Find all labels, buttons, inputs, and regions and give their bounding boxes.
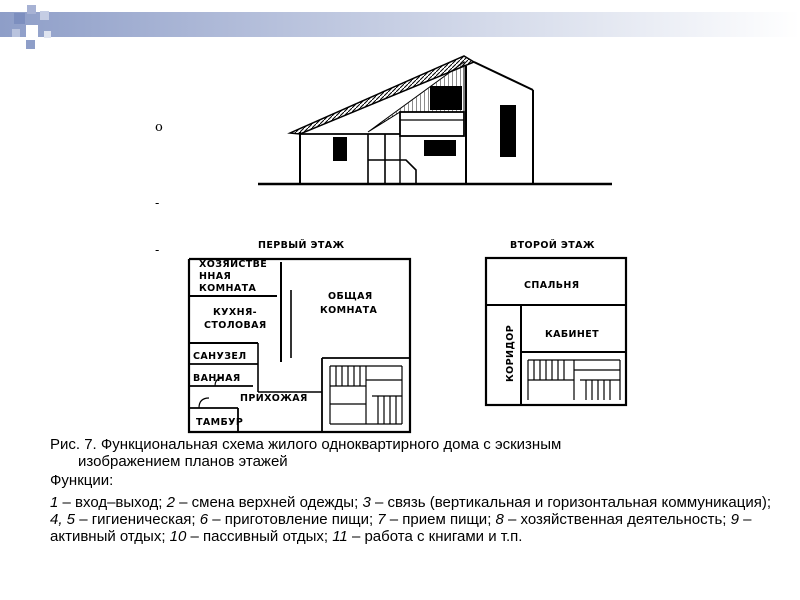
function-2-number: 2 — [166, 494, 175, 511]
function-2-text: – смена верхней одежды; — [174, 494, 363, 511]
room-kitchen-line1: КУХНЯ- — [213, 307, 258, 318]
room-hall: ПРИХОЖАЯ — [240, 393, 308, 404]
side-mark-3: - — [155, 243, 160, 257]
room-living-line2: КОМНАТА — [320, 305, 378, 316]
function-1-text: – вход–выход; — [58, 494, 167, 511]
functions-heading: Функции: — [50, 472, 114, 489]
figure-caption-line2: изображением планов этажей — [78, 453, 288, 470]
figure-caption-line1: Рис. 7. Функциональная схема жилого одноквартирного дома с эскизным — [50, 436, 562, 453]
function-10-number: 11 — [332, 528, 348, 545]
function-3-number: 3 — [362, 494, 371, 511]
function-4-number: 4, 5 — [50, 511, 76, 528]
function-6-text: – прием пищи; — [385, 511, 496, 528]
function-5-number: 6 — [199, 511, 209, 528]
function-6-number: 7 — [377, 511, 386, 528]
functions-list — [50, 494, 780, 545]
room-utility-line1: ХОЗЯЙСТВЕ — [199, 259, 268, 270]
function-7-number: 8 — [495, 511, 504, 528]
function-7-text: – хозяйственная деятельность; — [503, 511, 731, 528]
room-wc: САНУЗЕЛ — [193, 351, 247, 362]
function-9-number: 10 — [169, 528, 187, 545]
room-utility-line2: ННАЯ — [199, 271, 232, 282]
room-living-line1: ОБЩАЯ — [328, 291, 373, 302]
room-corridor: КОРИДОР — [505, 324, 516, 382]
room-kitchen-line2: СТОЛОВАЯ — [204, 320, 267, 331]
function-8-text: – активный отдых; — [50, 511, 752, 545]
function-1-number: 1 — [50, 494, 59, 511]
room-utility-line3: КОМНАТА — [199, 283, 257, 294]
room-study: КАБИНЕТ — [545, 329, 600, 340]
house-facade — [258, 56, 612, 184]
figure-caption — [50, 436, 770, 470]
function-4-text: – гигиеническая; — [75, 511, 200, 528]
function-3-text: – связь (вертикальная и горизонтальная коммуникация); — [370, 494, 771, 511]
function-5-text: – приготовление пищи; — [208, 511, 378, 528]
side-mark-2: - — [155, 196, 160, 210]
function-8-number: 9 — [730, 511, 739, 528]
function-10-text: – работа с книгами и т.п. — [347, 528, 523, 545]
second-floor-title: ВТОРОЙ ЭТАЖ — [510, 240, 595, 251]
function-9-text: – пассивный отдых; — [186, 528, 333, 545]
room-bath: ВАННАЯ — [193, 373, 241, 384]
room-vestibule: ТАМБУР — [196, 417, 244, 428]
first-floor-title: ПЕРВЫЙ ЭТАЖ — [258, 240, 345, 251]
room-bedroom: СПАЛЬНЯ — [524, 280, 580, 291]
side-mark-1: о — [155, 120, 163, 135]
